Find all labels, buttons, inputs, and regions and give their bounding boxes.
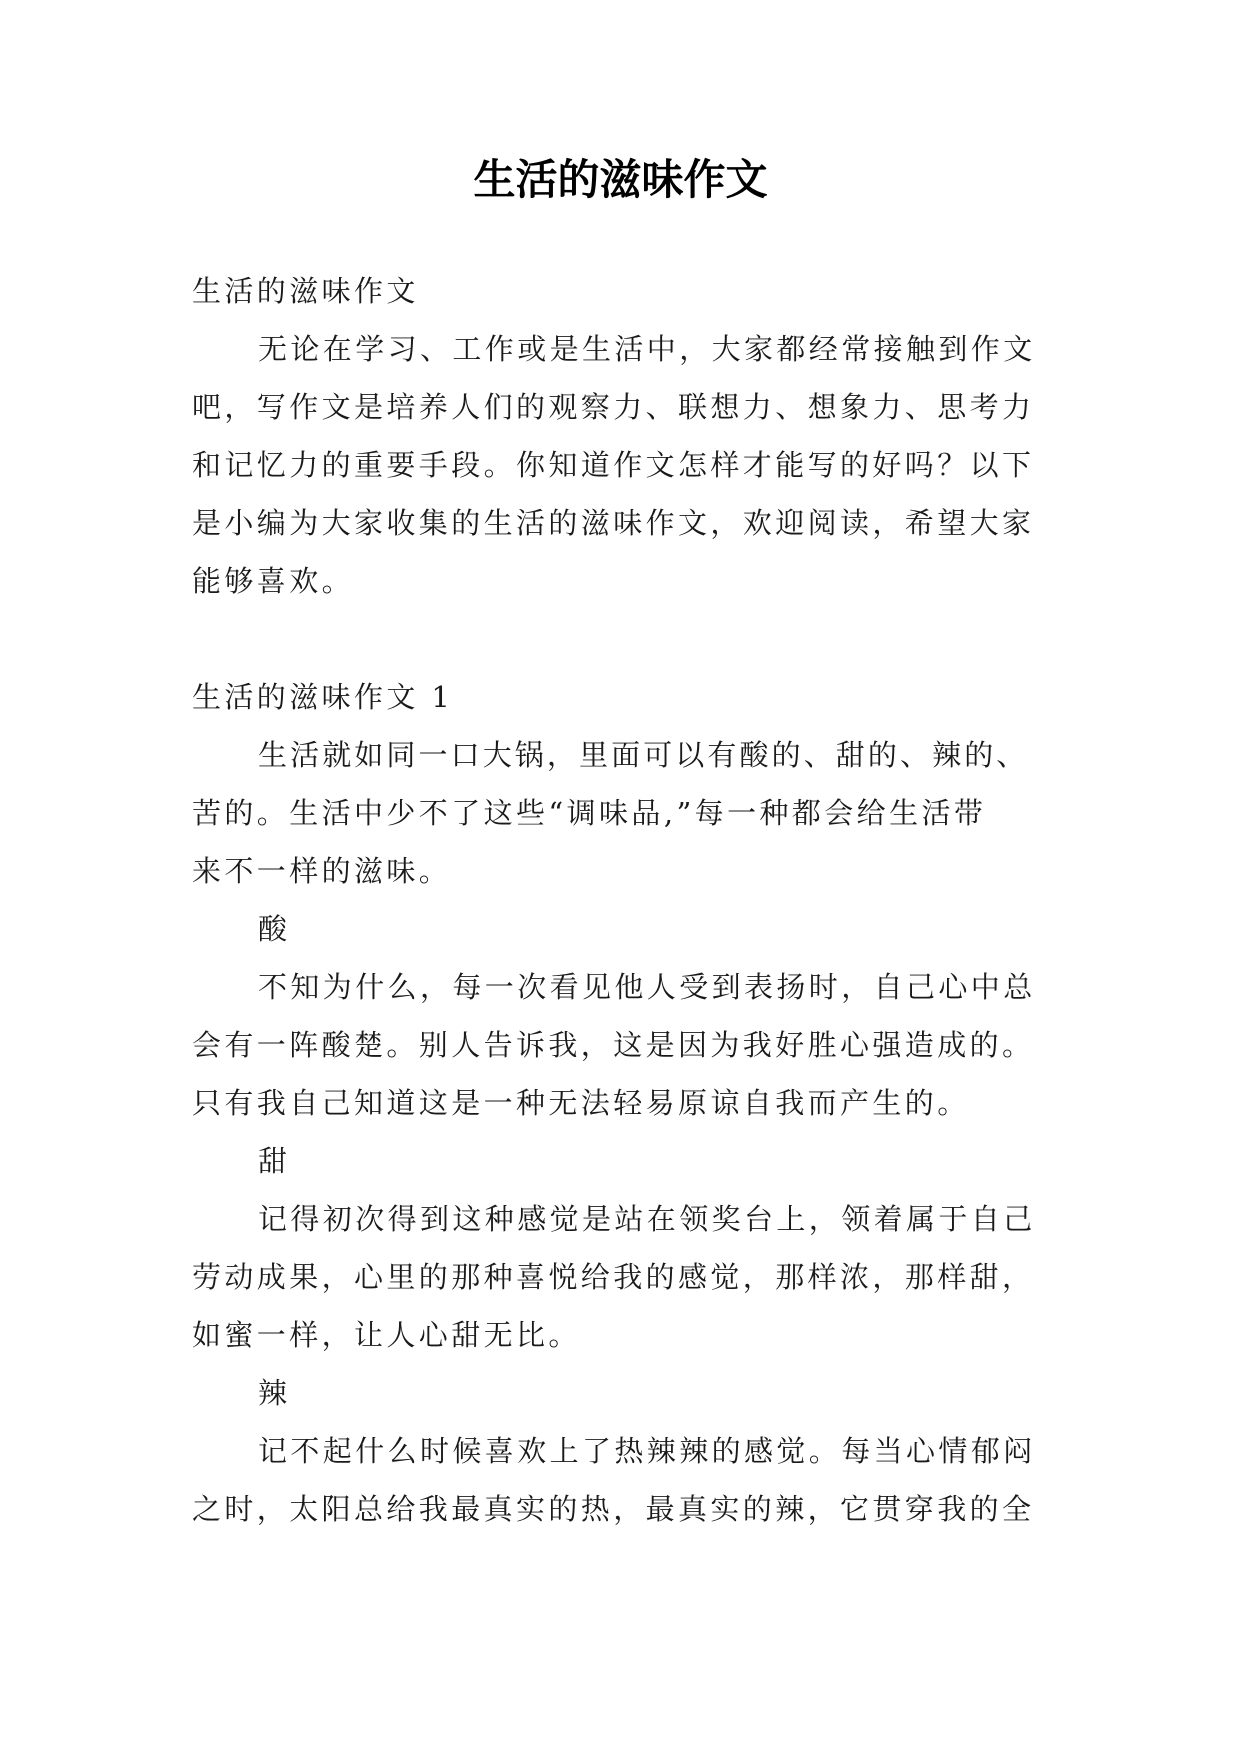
paragraph-line: 苦的。生活中少不了这些“调味品,”每一种都会给生活带 [192, 796, 987, 830]
section-heading: 生活的滋味作文 1 [192, 680, 454, 714]
paragraph-line: 不知为什么，每一次看见他人受到表扬时，自己心中总 [258, 970, 1036, 1004]
sour-heading: 酸 [258, 912, 291, 946]
sweet-heading: 甜 [258, 1144, 291, 1178]
sour-paragraph [192, 958, 1062, 1132]
paragraph-line: 生活就如同一口大锅，里面可以有酸的、甜的、辣的、 [258, 738, 1029, 772]
document-body [192, 262, 1062, 1538]
paragraph-line: 和记忆力的重要手段。你知道作文怎样才能写的好吗？以下 [192, 448, 1035, 482]
section-intro-paragraph [192, 726, 1062, 900]
sweet-paragraph [192, 1190, 1062, 1364]
document-title: 生活的滋味作文 [473, 155, 768, 204]
intro-paragraph [192, 320, 1062, 610]
paragraph-line: 如蜜一样，让人心甜无比。 [192, 1318, 581, 1352]
spicy-paragraph [192, 1422, 1062, 1538]
paragraph-line: 是小编为大家收集的生活的滋味作文，欢迎阅读，希望大家 [192, 506, 1035, 540]
subtitle: 生活的滋味作文 [192, 274, 419, 308]
paragraph-line: 来不一样的滋味。 [192, 854, 452, 888]
paragraph-line: 记得初次得到这种感觉是站在领奖台上，领着属于自己 [258, 1202, 1036, 1236]
paragraph-line: 吧，写作文是培养人们的观察力、联想力、想象力、思考力 [192, 390, 1035, 424]
paragraph-line: 记不起什么时候喜欢上了热辣辣的感觉。每当心情郁闷 [258, 1434, 1036, 1468]
blank-line [192, 610, 1062, 668]
paragraph-line: 能够喜欢。 [192, 564, 355, 598]
paragraph-line: 之时，太阳总给我最真实的热，最真实的辣，它贯穿我的全 [192, 1492, 1035, 1526]
paragraph-line: 只有我自己知道这是一种无法轻易原谅自我而产生的。 [192, 1086, 970, 1120]
spicy-heading: 辣 [258, 1376, 291, 1410]
paragraph-line: 劳动成果，心里的那种喜悦给我的感觉，那样浓，那样甜， [192, 1260, 1035, 1294]
paragraph-line: 无论在学习、工作或是生活中，大家都经常接触到作文 [258, 332, 1036, 366]
paragraph-line: 会有一阵酸楚。别人告诉我，这是因为我好胜心强造成的。 [192, 1028, 1035, 1062]
